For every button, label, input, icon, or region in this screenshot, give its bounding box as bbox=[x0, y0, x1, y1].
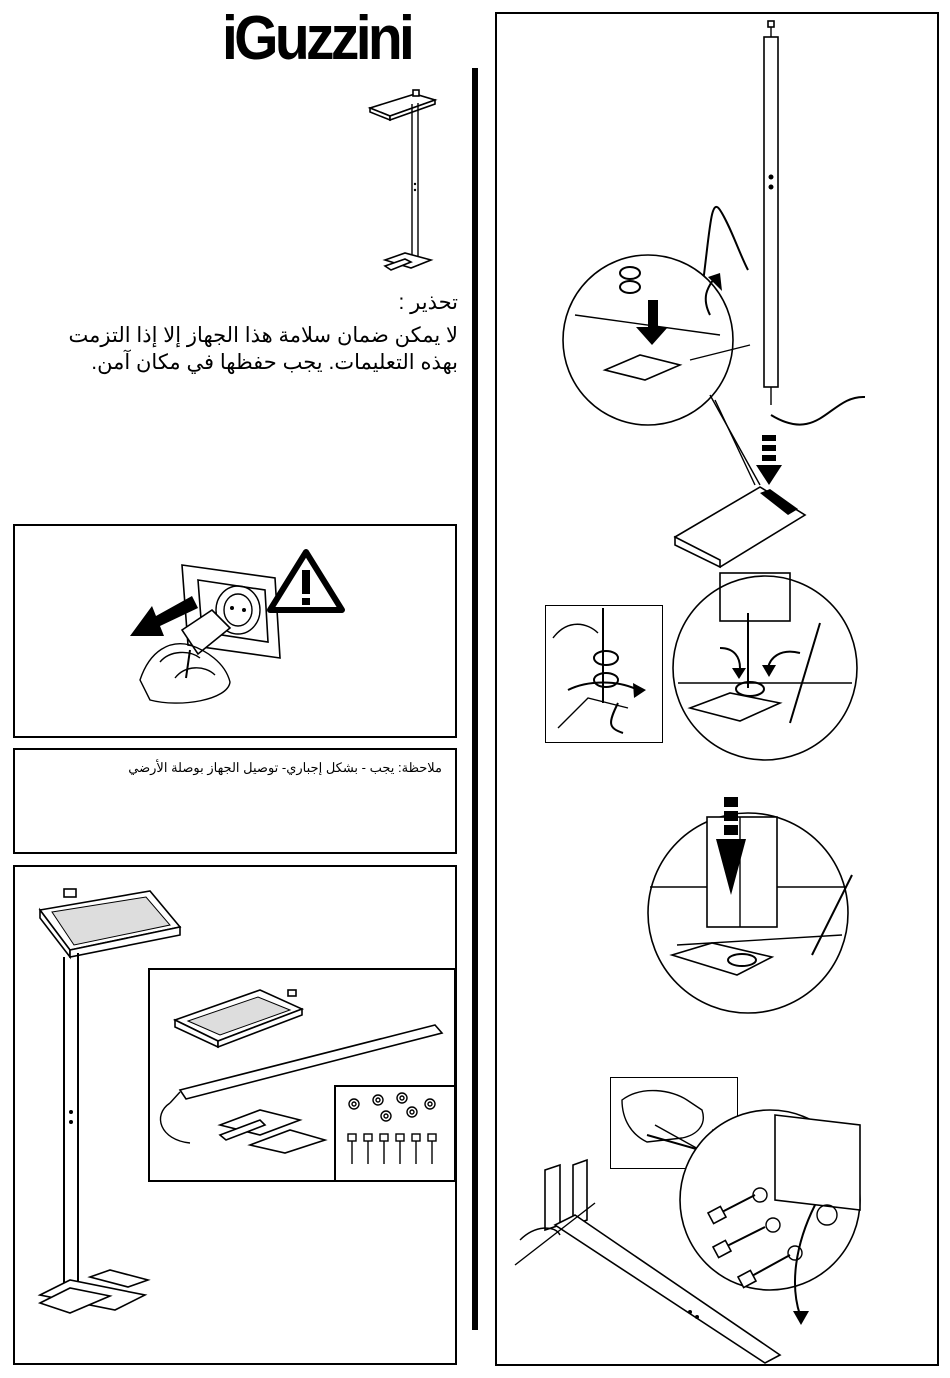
step-pole-base-illustration bbox=[560, 15, 870, 555]
column-divider bbox=[472, 68, 478, 1330]
base-screw-illustration bbox=[515, 1085, 935, 1370]
pole-insert-zoom-illustration bbox=[632, 795, 864, 1015]
earthing-note-text: ملاحظة: يجب - بشكل إجباري- توصيل الجهاز بوصلة الأرضي bbox=[128, 760, 442, 775]
nut-detail-illustration bbox=[548, 608, 660, 740]
screws-illustration bbox=[340, 1092, 450, 1177]
unplug-illustration bbox=[120, 550, 350, 715]
nut-zoom-illustration bbox=[670, 573, 860, 763]
parts-illustration bbox=[150, 975, 340, 1175]
warning-title: تحذير : bbox=[398, 291, 458, 314]
brand-logo: iGuzzini bbox=[222, 4, 412, 73]
lamp-thumbnail bbox=[365, 88, 445, 278]
warning-text: لا يمكن ضمان سلامة هذا الجهاز إلا إذا التزمت بهذه التعليمات. يجب حفظها في مكان آمن. bbox=[68, 324, 458, 374]
